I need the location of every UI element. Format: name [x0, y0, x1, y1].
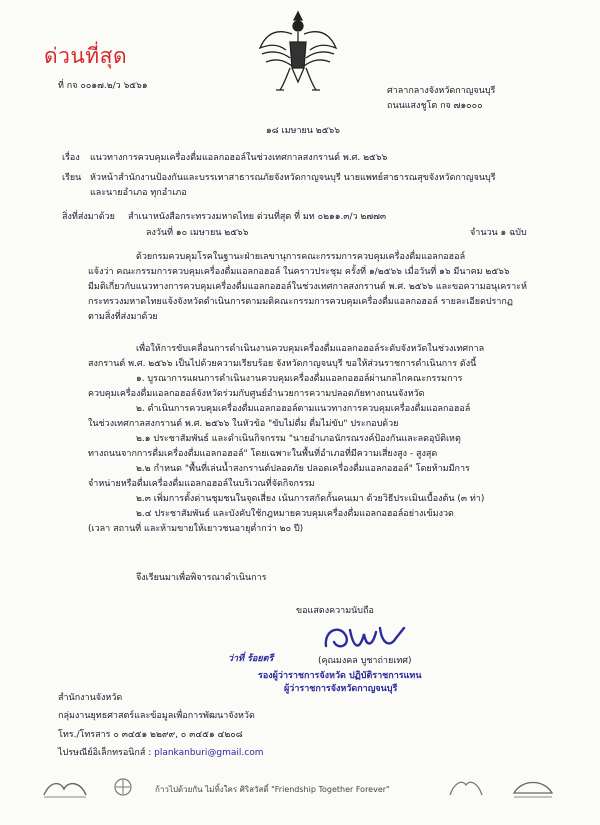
body-line: ทางถนนจากการดื่มเครื่องดื่มแอลกอฮอล์" โดยเฉพาะในพื้นที่อำเภอที่มีความเสี่ยงสูง - สูงสุด: [88, 449, 438, 459]
garuda-emblem-icon: [256, 6, 340, 96]
list-item: ๒.๑ ประชาสัมพันธ์ และดำเนินกิจกรรม "นายอำเภอนักรณรงค์ป้องกันและลดอุบัติเหตุ: [136, 434, 461, 444]
body-line: ตามสิ่งที่ส่งมาด้วย: [88, 312, 158, 322]
body-paragraph-2: [88, 342, 548, 537]
footer-phone: โทร./โทรสาร ๐ ๓๔๕๑ ๒๒๙๙, ๐ ๓๔๕๑ ๔๒๐๘: [58, 730, 243, 740]
signer-rank: ว่าที่ ร้อยตรี: [228, 654, 274, 664]
footer-band: [30, 775, 570, 801]
closing-salutation: ขอแสดงความนับถือ: [296, 606, 374, 616]
body-line: แจ้งว่า คณะกรรมการควบคุมเครื่องดื่มแอลกอฮอล์ ในคราวประชุม ครั้งที่ ๑/๒๕๖๖ เมื่อวันที่ ๑๖ มีนาคม ๒๕๖๖: [88, 267, 510, 277]
body-line: เพื่อให้การขับเคลื่อนการดำเนินงานควบคุมเครื่องดื่มแอลกอฮอล์ระดับจังหวัดในช่วงเทศกาล: [136, 344, 485, 354]
body-line: ด้วยกรมควบคุมโรคในฐานะฝ่ายเลขานุการคณะกรรมการควบคุมเครื่องดื่มแอลกอฮอล์: [136, 252, 466, 262]
recipient-label: เรียน: [62, 173, 82, 183]
list-item: ๒.๓ เพิ่มการตั้งด่านชุมชนในจุดเสี่ยง เน้นการสกัดกั้นคนเมา ด้วยวิธีประเมินเบื้องต้น (๓ ท่า): [136, 494, 485, 504]
list-item: ๒. ดำเนินการควบคุมเครื่องดื่มแอลกอฮอล์ตามแนวทางการควบคุมเครื่องดื่มแอลกอฮอล์: [136, 404, 471, 414]
recipient-line2: และนายอำเภอ ทุกอำเภอ: [90, 188, 187, 198]
enclosure-dated: ลงวันที่ ๑๐ เมษายน ๒๕๖๖: [146, 228, 249, 238]
reference-number: ที่ กจ ๐๐๑๗.๒/ว ๖๕๖๑: [58, 81, 148, 91]
body-line: จำหน่ายหรือดื่มเครื่องดื่มแอลกอฮอล์ในบริเวณที่จัดกิจกรรม: [88, 479, 315, 489]
right-logo-icon: [508, 775, 558, 801]
signer-name: (คุณมงคล บูชาถ่ายเทศ): [318, 656, 412, 666]
center-right-logo-icon: [440, 775, 490, 801]
body-line: ในช่วงเทศกาลสงกรานต์ พ.ศ. ๒๕๖๖ ในหัวข้อ "ขับไม่ดื่ม ดื่มไม่ขับ" ประกอบด้วย: [88, 419, 399, 429]
handwritten-signature: [320, 620, 410, 656]
body-line: กระทรวงมหาดไทยแจ้งจังหวัดดำเนินการตามมติคณะกรรมการควบคุมเครื่องดื่มแอลกอฮอล์ รายละเอียดปรากฏ: [88, 297, 513, 307]
left-logo-icon: [40, 775, 90, 801]
document-date: ๑๘ เมษายน ๒๕๖๖: [266, 126, 340, 136]
signer-position-line1: รองผู้ว่าราชการจังหวัด ปฏิบัติราชการแทน: [258, 671, 422, 681]
list-item: ๒.๒ กำหนด "พื้นที่เล่นน้ำสงกรานต์ปลอดภัย ปลอดเครื่องดื่มแอลกอฮอล์" โดยห้ามมีการ: [136, 464, 470, 474]
body-line: (เวลา สถานที่ และห้ามขายให้เยาวชนอายุต่ำกว่า ๒๐ ปี): [88, 524, 304, 534]
footer-office: สำนักงานจังหวัด: [58, 693, 123, 703]
footer-email-link[interactable]: plankanburi@gmail.com: [154, 748, 264, 758]
list-item: ๑. บูรณาการแผนการดำเนินงานควบคุมเครื่องดื่มแอลกอฮอล์ผ่านกลไกคณะกรรมการ: [136, 374, 463, 384]
recipient-line1: หัวหน้าสำนักงานป้องกันและบรรเทาสาธารณภัยจังหวัดกาญจนบุรี นายแพทย์สาธารณสุขจังหวัดกาญจนบุรี: [90, 173, 496, 183]
footer-department: กลุ่มงานยุทธศาสตร์และข้อมูลเพื่อการพัฒนาจังหวัด: [58, 711, 255, 721]
body-line: สงกรานต์ พ.ศ. ๒๕๖๖ เป็นไปด้วยความเรียบร้อย จังหวัดกาญจนบุรี ขอให้ส่วนราชการดำเนินการ ดังนี้: [88, 359, 477, 369]
subject-label: เรื่อง: [62, 153, 80, 163]
signer-position-line2: ผู้ว่าราชการจังหวัดกาญจนบุรี: [284, 684, 398, 694]
urgency-stamp: ด่วนที่สุด: [44, 44, 128, 68]
body-line: ควบคุมเครื่องดื่มแอลกอฮอล์จังหวัดร่วมกับศูนย์อำนวยการความปลอดภัยทางถนนจังหวัด: [88, 389, 425, 399]
footer-slogan: ก้าวไปด้วยกัน ไม่ทิ้งใคร ศิริสวัสดิ์ "Friendship Together Forever": [155, 785, 390, 794]
body-line: มีมติเกี่ยวกับแนวทางการควบคุมเครื่องดื่มแอลกอฮอล์ในช่วงเทศกาลสงกรานต์ พ.ศ. ๒๕๖๖ และขอความอนุเคราะห์: [88, 282, 527, 292]
enclosure-label: สิ่งที่ส่งมาด้วย: [62, 212, 115, 222]
office-address-line1: ศาลากลางจังหวัดกาญจนบุรี: [387, 86, 496, 96]
body-paragraph-1: [88, 250, 548, 325]
center-left-logo-icon: [98, 775, 148, 801]
footer-email-row: [58, 747, 264, 759]
office-address-line2: ถนนแสงชูโต กจ ๗๑๐๐๐: [387, 101, 483, 111]
list-item: ๒.๔ ประชาสัมพันธ์ และบังคับใช้กฎหมายควบคุมเครื่องดื่มแอลกอฮอล์อย่างเข้มงวด: [136, 509, 454, 519]
enclosure-count: จำนวน ๑ ฉบับ: [470, 228, 527, 238]
footer-email-label: ไปรษณีย์อิเล็กทรอนิกส์ :: [58, 748, 152, 758]
enclosure-text: สำเนาหนังสือกระทรวงมหาดไทย ด่วนที่สุด ที่ มท ๐๒๑๑.๓/ว ๒๗๗๓: [128, 212, 387, 222]
closing-request: จึงเรียนมาเพื่อพิจารณาดำเนินการ: [136, 573, 267, 583]
subject-text: แนวทางการควบคุมเครื่องดื่มแอลกอฮอล์ในช่วงเทศกาลสงกรานต์ พ.ศ. ๒๕๖๖: [90, 153, 388, 163]
